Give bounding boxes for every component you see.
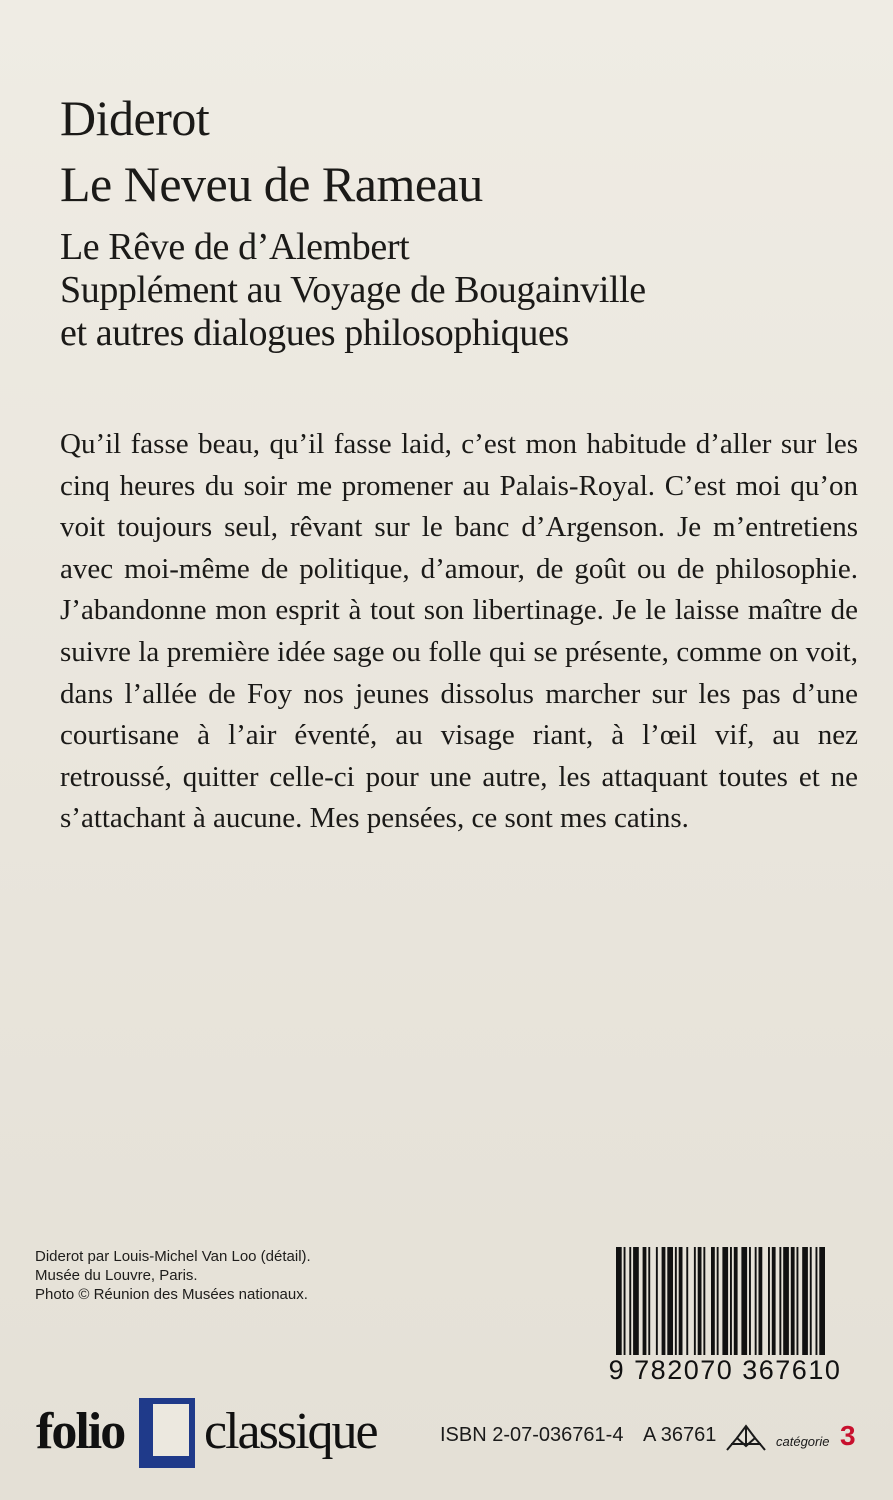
folio-emblem-icon (723, 1420, 769, 1454)
logo-word-folio: folio (36, 1403, 125, 1460)
logo-square-icon (133, 1396, 201, 1470)
barcode-icon (590, 1247, 860, 1355)
subtitle-line: Supplément au Voyage de Bougainville (60, 269, 646, 311)
credit-line: Diderot par Louis-Michel Van Loo (détail). (35, 1248, 311, 1265)
subtitle-line: Le Rêve de d’Alembert (60, 226, 410, 268)
credit-line: Musée du Louvre, Paris. (35, 1267, 198, 1284)
subtitle-block (60, 226, 860, 355)
isbn-number: ISBN 2-07-036761-4 (440, 1424, 624, 1446)
footer-info (440, 1420, 865, 1456)
subtitle-line: et autres dialogues philosophiques (60, 312, 569, 354)
photo-credits (35, 1247, 311, 1304)
folio-classique-logo (36, 1388, 396, 1478)
credit-line: Photo © Réunion des Musées nationaux. (35, 1286, 308, 1303)
logo-word-classique: classique (204, 1403, 377, 1460)
barcode-digits: 9 782070 367610 (608, 1355, 842, 1385)
book-title: Le Neveu de Rameau (60, 156, 483, 212)
author-name: Diderot (60, 90, 210, 146)
blurb-text: Qu’il fasse beau, qu’il fasse laid, c’est mon habitude d’aller sur les cinq heures du soir me promener au Palais-Royal. C’est moi qu’on voit toujours seul, rêvant sur le banc d’Argenson. Je m’entretiens avec moi-même de politique, d’amour, de goût ou de philosophie. J’abandonne mon esprit à tout son libertinage. Je le laisse maître de suivre la première idée sage ou folle qui se présente, comme on voit, dans l’allée de Foy nos jeunes dissolus marcher sur les pas d’une courtisane à l’air éventé, au visage riant, à l’œil vif, au nez retroussé, quitter celle-ci pour une autre, les attaquant toutes et ne s’attachant à aucune. Mes pensées, ce sont mes catins. (60, 428, 858, 835)
product-code: A 36761 (643, 1424, 717, 1446)
category-number: 3 (840, 1420, 856, 1451)
category-label: catégorie (776, 1434, 830, 1449)
